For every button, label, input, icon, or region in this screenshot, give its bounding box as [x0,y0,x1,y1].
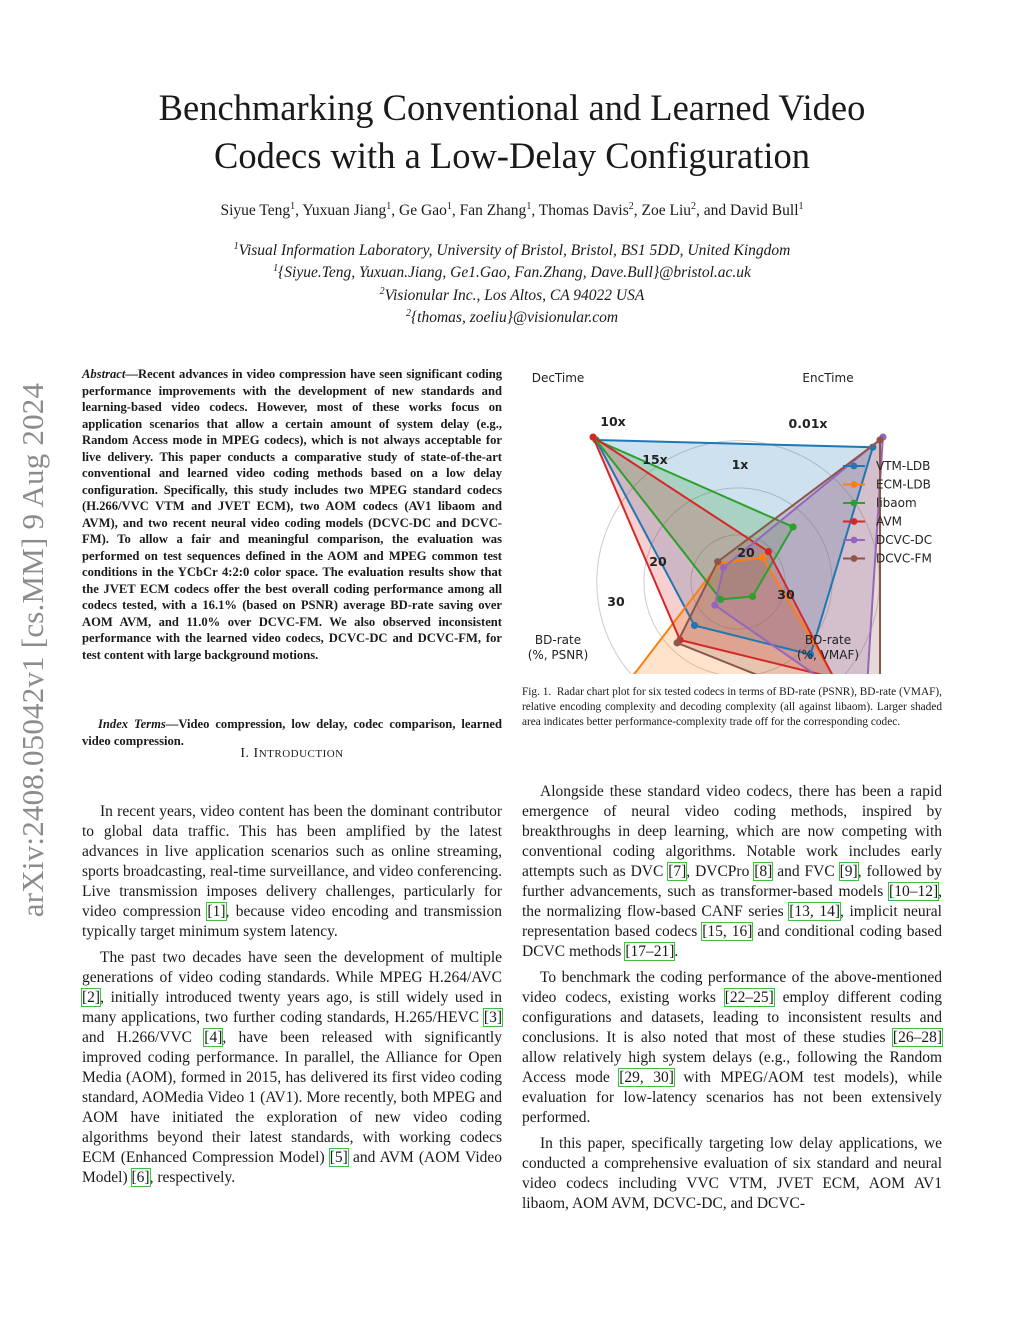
arxiv-identifier: arXiv:2408.05042v1 [cs.MM] 9 Aug 2024 [15,382,50,918]
author-name: Zoe Liu [641,202,692,219]
legend-marker [851,555,858,562]
legend-label: DCVC-FM [876,551,932,566]
legend-label: VTM-LDB [876,459,931,473]
body-right-column [522,782,942,1220]
radar-axis-label: DecTime [531,371,585,385]
abstract-lead: Abstract [82,367,126,381]
paragraph: In this paper, specifically targeting low delay applications, we conducted a comprehensive evaluation of six standard and neural video codecs including VVC VTM, JVET ECM, AOM AV1 libaom, AOM AVM, DCVC-DC, and DCVC- [522,1135,942,1212]
arxiv-sidebar [8,340,58,960]
radar-point [717,596,724,603]
legend-label: ECM-LDB [876,477,931,492]
author-list: Siyue Teng$^1$, Yuxuan Jiang$^1$, Ge Gao$^1$, Fan Zhang$^1$, Thomas Davis$^2$, Zoe Liu$^2$, and David Bull$^1$ [220,200,804,219]
citation-link[interactable]: [6] [131,1169,150,1186]
citation-link[interactable]: [9] [839,863,858,880]
legend-label: libaom [876,496,917,510]
author-name: David Bull [730,202,799,219]
figure-caption [522,685,942,730]
citation-link[interactable]: [4] [204,1029,223,1046]
paragraph: In recent years, video content has been the dominant contributor to global data traffic. This has been amplified by the latest advances in live application scenarios such as online streaming, sports broadcasting, real-time surveillance, and video conferencing. Live transmission imposes delivery challenges, particularly for video compression [1], because video encoding and transmission typically target minimum system latency. [82,803,502,940]
radar-point [876,436,883,443]
figure-label: Fig. 1. [522,686,552,698]
legend-label: DCVC-DC [876,533,933,547]
paragraph: Alongside these standard video codecs, there has been a rapid emergence of neural video coding methods, inspired by breakthroughs in deep learning, which are now competing with conventional coding algorithms. Notable work includes early attempts such as DVC [7], DVCPro [8] and FVC [9], followed by further advancements, such as transformer-based models [10–12], the normalizing flow-based CANF series [13, 14], implicit neural representation based codecs [15, 16] and conditional coding based DCVC methods [17–21]. [522,783,942,960]
citation-link[interactable]: [7] [668,863,687,880]
radar-tick-label: 30 [607,594,625,609]
paragraph: To benchmark the coding performance of the above-mentioned video codecs, existing works [22–25] employ different coding configurations and datasets, leading to inconsistent results and conclusions. It is also noted that most of these studies [26–28] allow relatively high system delays (e.g., following the Random Access mode [29, 30] with MPEG/AOM test models), while evaluation for low-latency scenarios has not been extensively performed. [522,969,942,1126]
author-name: Siyue Teng [220,202,291,219]
radar-tick-label: 0.01x [788,416,828,431]
citation-link[interactable]: [26–28] [892,1029,942,1046]
legend-marker [851,463,858,470]
title-line-2: Codecs with a Low-Delay Configuration [213,135,811,176]
affiliation-email-1: $^1${Siyue.Teng, Yuxuan.Jiang, Ge1.Gao, Fan.Zhang, Dave.Bull}@bristol.ac.uk [273,262,751,281]
radar-point [691,622,698,629]
legend-marker [851,500,858,507]
paragraph: The past two decades have seen the development of multiple generations of video coding standards. While MPEG H.264/AVC [2], initially introduced twenty years ago, is still widely used in many applications, two further coding standards, H.265/HEVC [3] and H.266/VVC [4], have been released with significantly improved coding performance. In parallel, the Alliance for Open Media (AOM), formed in 2015, has delivered its first video coding standard, AOMedia Video 1 (AV1). More recently, both MPEG and AOM have initiated the exploration of new video coding algorithms beyond their latest standards, with working codecs ECM (Enhanced Compression Model) [5] and AVM (AOM Video Model) [6], respectively. [82,949,502,1186]
citation-link[interactable]: [8] [754,863,773,880]
radar-point [589,433,596,440]
figure-caption-text: Radar chart plot for six tested codecs in terms of BD-rate (PSNR), BD-rate (VMAF), relative encoding complexity and decoding complexity (all against libaom). Larger shaded area indicates better performance-complexity trade off for the corresponding codec. [522,686,942,728]
radar-axis-label: BD-rate [804,633,852,647]
citation-link[interactable]: [17–21] [625,943,675,960]
citation-link[interactable]: [5] [329,1149,348,1166]
index-terms-lead: Index Terms [98,717,166,731]
radar-axis-label: BD-rate [534,633,582,647]
citation-link[interactable]: [10–12] [889,883,939,900]
radar-tick-label: 20 [649,554,667,569]
radar-tick-label: 30 [777,587,795,602]
abstract-text: Recent advances in video compression have seen significant coding performance improvements with the development of new standards and learning-based video codecs. However, most of these works focus on application scenarios that allow a certain amount of system delay (e.g., Random Access mode in MPEG codecs), which is not always acceptable for live delivery. This paper conducts a comparative study of state-of-the-art conventional and learned video coding methods based on a low delay configuration. Specifically, this study includes two MPEG standard codecs (H.266/VVC VTM and JVET ECM), two AOM codecs (AV1 libaom and AVM), and two recent neural video coding models (DCVC-DC and DCVC-FM). To allow a fair and meaningful comparison, the evaluation was performed on test sequences defined in the AOM and MPEG common test conditions in the YCbCr 4:2:0 color space. The evaluation results show that the JVET ECM codecs offer the best overall coding performance among all codecs tested, with a 16.1% (based on PSNR) average BD-rate saving over AOM AVM, and 11.0% over DCVC-FM. We also observed inconsistent performance with the learned video codecs, DCVC-DC and DCVC-FM, for test content with large background motions. [82,367,502,662]
radar-point [711,602,718,609]
title-line-1: Benchmarking Conventional and Learned Video [158,87,866,128]
author-name: Thomas Davis [538,202,629,219]
radar-axis-label: (%, VMAF) [796,648,860,662]
section-heading-introduction: I. INTRODUCTION [240,746,344,761]
radar-point [674,639,681,646]
citation-link[interactable]: [2] [82,989,101,1006]
radar-tick-label: 15x [642,452,668,467]
affiliation-2: $^2$Visionular Inc., Los Altos, CA 94022 USA [379,285,645,304]
affiliation-email-2: $^2${thomas, zoeliu}@visionular.com [405,307,619,326]
body-left-column [82,802,502,1194]
radar-point [749,593,756,600]
radar-tick-label: 1x [731,457,749,472]
legend-marker [851,518,858,525]
radar-point [765,548,772,555]
citation-link[interactable]: [1] [207,903,226,920]
radar-tick-label: 20 [737,545,755,560]
radar-chart [518,364,948,674]
citation-link[interactable]: [3] [483,1009,502,1026]
citation-link[interactable]: [15, 16] [702,923,753,940]
legend-marker [851,537,858,544]
index-terms: Index Terms—Video compression, low delay, codec comparison, learned video compression. [82,717,502,748]
author-name: Ge Gao [399,202,447,219]
radar-axis-label: EncTime [802,371,854,385]
radar-point [720,564,727,571]
citation-link[interactable]: [22–25] [724,989,774,1006]
legend-marker [851,481,858,488]
legend-label: AVM [876,514,903,529]
abstract: Abstract—Recent advances in video compression have seen significant coding performance improvements with the development of new standards and learning-based video codecs. However, most of these works focus on application scenarios that allow a certain amount of system delay (e.g., Random Access mode in MPEG codecs), which is not always acceptable for live delivery. This paper conducts a comparative study of state-of-the-art conventional and learned video coding methods based on a low delay configuration. Specifically, this study includes two MPEG standard codecs (H.266/VVC VTM and JVET ECM), two AOM codecs (AV1 libaom and AVM), and two recent neural video coding models (DCVC-DC and DCVC-FM). To allow a fair and meaningful comparison, the evaluation was performed on test sequences defined in the AOM and MPEG common test conditions in the YCbCr 4:2:0 color space. The evaluation results show that the JVET ECM codecs offer the best overall coding performance among all codecs tested, with a 16.1% (based on PSNR) average BD-rate saving over AOM AVM, and 11.0% over DCVC-FM. We also observed inconsistent performance with the learned video codecs, DCVC-DC and DCVC-FM, for test content with large background motions. [82,367,502,662]
radar-point [789,523,796,530]
radar-point [714,558,721,565]
radar-point [759,554,766,561]
author-name: Fan Zhang [459,202,527,219]
index-terms-text: Video compression, low delay, codec comparison, learned video compression. [82,717,502,748]
author-name: Yuxuan Jiang [302,202,387,219]
citation-link[interactable]: [29, 30] [619,1069,674,1086]
affiliation-1: $^1$Visual Information Laboratory, University of Bristol, Bristol, BS1 5DD, United Kingdom [233,240,791,259]
radar-tick-label: 10x [600,414,626,429]
paper-title [80,84,944,180]
citation-link[interactable]: [13, 14] [789,903,841,920]
radar-axis-label: (%, PSNR) [527,648,589,662]
